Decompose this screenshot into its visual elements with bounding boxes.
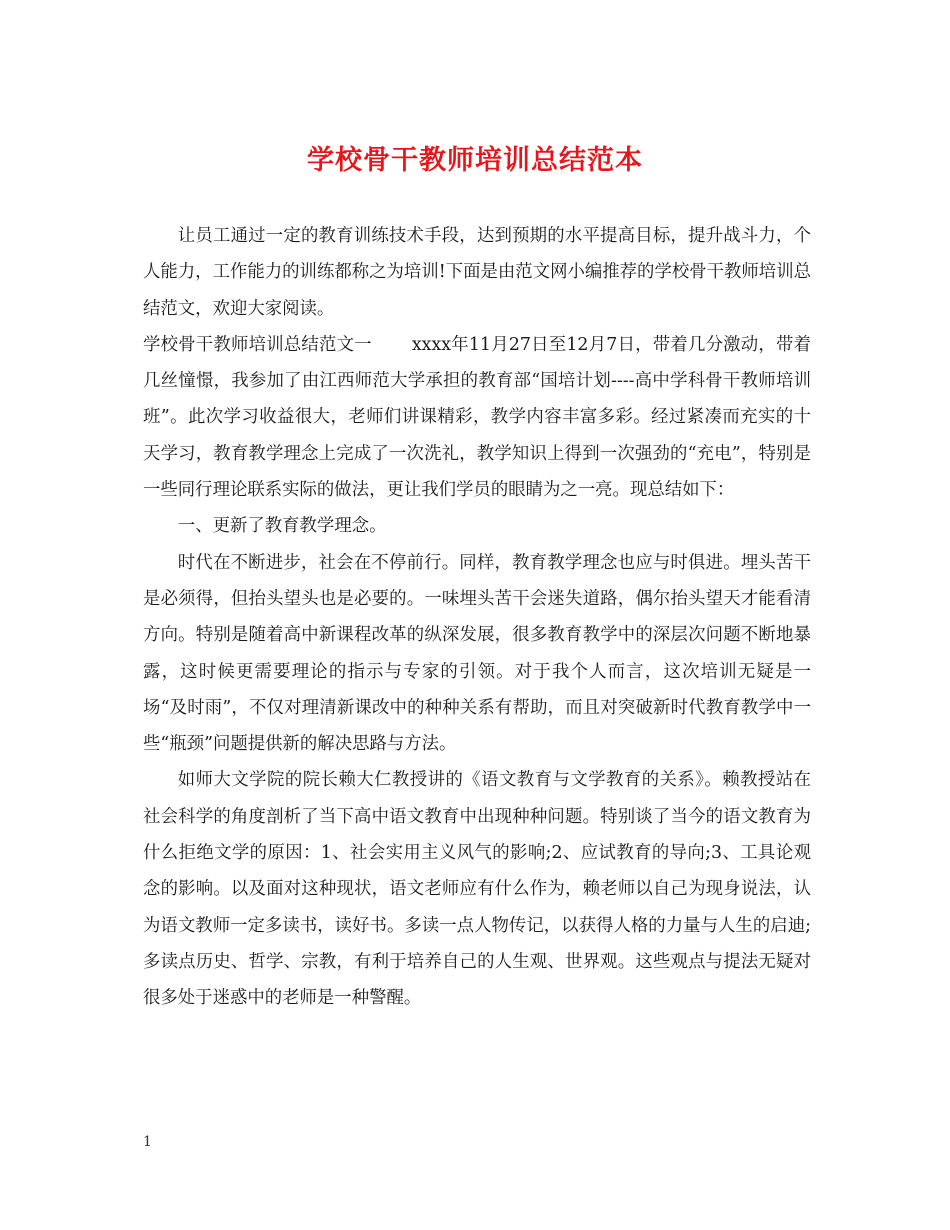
document-title: 学校骨干教师培训总结范本 (307, 145, 643, 176)
section-label: 学校骨干教师培训总结范文一 (143, 334, 372, 355)
page-number: 1 (143, 1134, 152, 1150)
heading-update-concept: 一、更新了教育教学理念。 (177, 516, 387, 537)
paragraph-progress: 时代在不断进步，社会在不停前行。同样，教育教学理念也应与时俱进。埋头苦干是必须得，但抬头望头也是必要的。一味埋头苦干会迷失道路，偶尔抬头望天才能看清方向。特别是随着高中新课程改革的纵深发展，很多教育教学中的深层次问题不断地暴露，这时候更需要理论的指示与专家的引领。对于我个人而言，这次培训无疑是一场“及时雨”，不仅对理清新课改中的种种关系有帮助，而且对突破新时代教育教学中一些“瓶颈”问题提供新的解决思路与方法。 (143, 552, 811, 755)
paragraph-lecture: 如师大文学院的院长赖大仁教授讲的《语文教育与文学教育的关系》。赖教授站在社会科学的角度剖析了当下高中语文教育中出现种种问题。特别谈了当今的语文教育为什么拒绝文学的原因：1、社会实用主义风气的影响;2、应试教育的导向;3、工具论观念的影响。以及面对这种现状，语文老师应有什么作为，赖老师以自己为现身说法，认为语文教师一定多读书，读好书。多读一点人物传记，以获得人格的力量与人生的启迪;多读点历史、哲学、宗教，有利于培养自己的人生观、世界观。这些观点与提法无疑对很多处于迷惑中的老师是一种警醒。 (143, 770, 811, 1009)
section-intro-text: xxxx年11月27日至12月7日，带着几分激动，带着几丝憧憬，我参加了由江西师范大学承担的教育部“国培计划----高中学科骨干教师培训班”。此次学习收益很大，老师们讲课精彩，教学内容丰富多彩。经过紧凑而充实的十天学习，教育教学理念上完成了一次洗礼，教学知识上得到一次强劲的“充电”，特别是一些同行理论联系实际的做法，更让我们学员的眼睛为之一亮。现总结如下： (143, 334, 811, 501)
document-body (143, 218, 811, 1017)
intro-paragraph: 让员工通过一定的教育训练技术手段，达到预期的水平提高目标，提升战斗力，个人能力，工作能力的训练都称之为培训!下面是由范文网小编推荐的学校骨干教师培训总结范文，欢迎大家阅读。 (143, 226, 811, 319)
section-paragraph (143, 327, 811, 508)
